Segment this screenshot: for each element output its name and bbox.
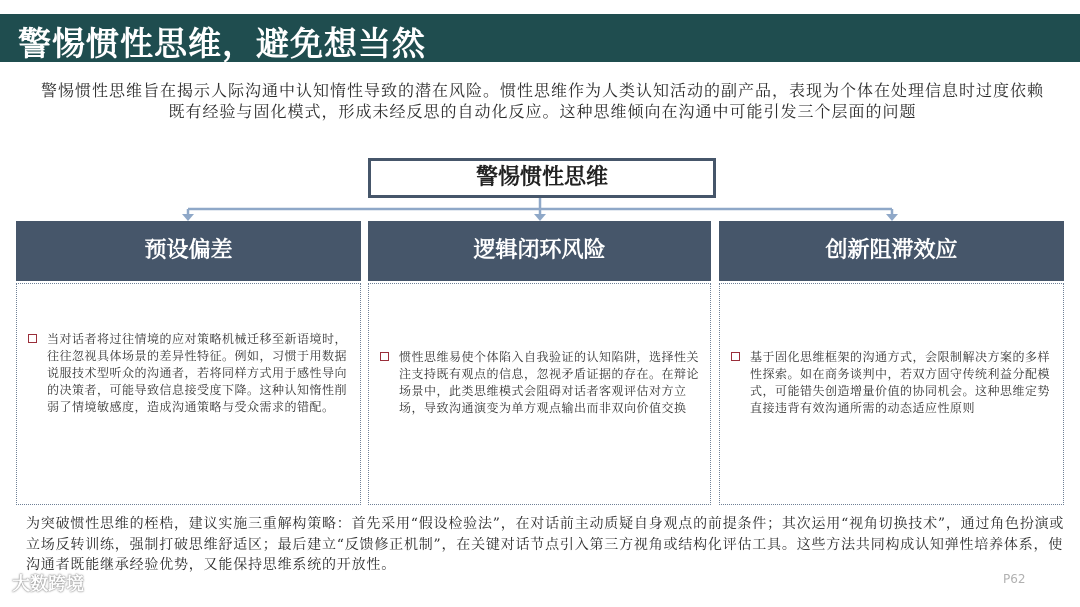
root-node: 警惕惯性思维 — [368, 158, 716, 198]
watermark-logo: 大数跨境 — [12, 574, 84, 595]
column-text-block — [377, 349, 700, 417]
column-text-block — [25, 331, 350, 416]
column-header-logic-loop: 逻辑闭环风险 — [368, 221, 711, 281]
column-text: 当对话者将过往情境的应对策略机械迁移至新语境时，往往忽视具体场景的差异性特征。例如，习惯于用数据说服技术型听众的沟通者，若将同样方式用于感性导向的决策者，可能导致信息接受度下降。这种认知惰性削弱了情境敏感度，造成沟通策略与受众需求的错配。 — [47, 332, 348, 414]
square-bullet-icon — [28, 334, 37, 343]
column-text: 惯性思维易使个体陷入自我验证的认知陷阱，选择性关注支持既有观点的信息，忽视矛盾证据的存在。在辩论场景中，此类思维模式会阻碍对话者客观评估对方立场，导致沟通演变为单方观点输出而非双向价值交换 — [399, 350, 700, 415]
column-text: 基于固化思维框架的沟通方式，会限制解决方案的多样性探索。如在商务谈判中，若双方固守传统利益分配模式，可能错失创造增量价值的协同机会。这种思维定势直接违背有效沟通所需的动态适应性原则 — [750, 350, 1051, 415]
column-header-preset-bias: 预设偏差 — [16, 221, 361, 281]
footer-paragraph: 为突破惯性思维的桎梏，建议实施三重解构策略：首先采用“假设检验法”，在对话前主动质疑自身观点的前提条件；其次运用“视角切换技术”，通过角色扮演或立场反转训练，强制打破思维舒适区；最后建立“反馈修正机制”，在关键对话节点引入第三方视角或结构化评估工具。这些方法共同构成认知弹性培养体系，使沟通者既能继承经验优势，又能保持思维系统的开放性。 — [26, 516, 1065, 573]
page-title: 警惕惯性思维，避免想当然 — [18, 24, 426, 63]
square-bullet-icon — [731, 352, 740, 361]
column-body-logic-loop — [368, 283, 711, 505]
column-body-innovation-block — [719, 283, 1064, 505]
column-body-preset-bias — [16, 283, 361, 505]
column-text-block — [728, 349, 1053, 417]
square-bullet-icon — [380, 352, 389, 361]
column-header-innovation-block: 创新阻滞效应 — [719, 221, 1064, 281]
page-number: P62 — [1003, 572, 1026, 586]
intro-paragraph: 警惕惯性思维旨在揭示人际沟通中认知惰性导致的潜在风险。惯性思维作为人类认知活动的副产品，表现为个体在处理信息时过度依赖既有经验与固化模式，形成未经反思的自动化反应。这种思维倾向在沟通中可能引发三个层面的问题 — [40, 81, 1044, 121]
